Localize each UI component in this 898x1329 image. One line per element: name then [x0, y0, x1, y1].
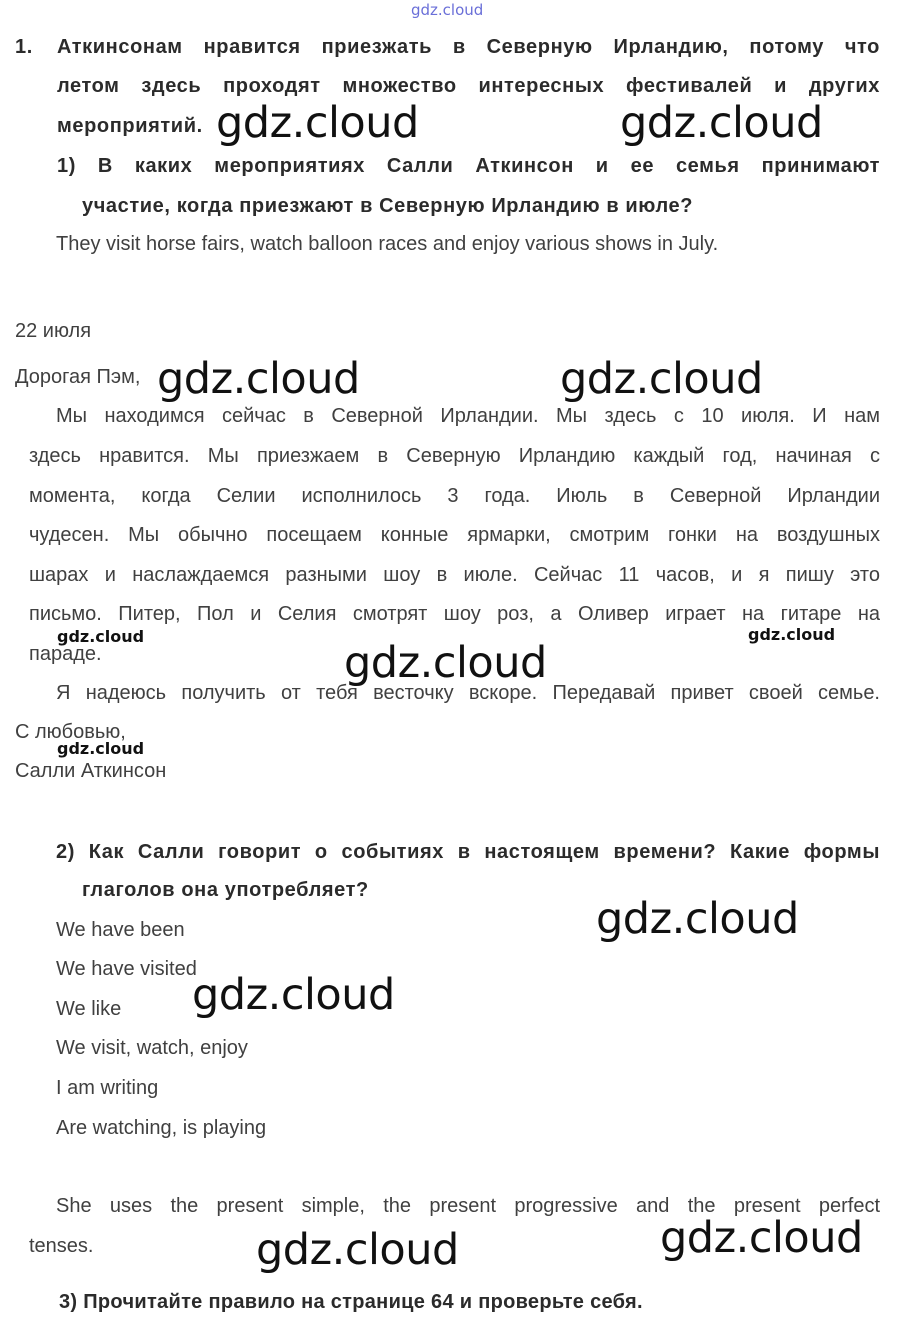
watermark-1: gdz.cloud [216, 98, 419, 148]
letter-p1-line-5: шарах и наслаждаемся разными шоу в июле. Сейчас 11 часов, и я пишу это [29, 564, 880, 586]
watermark-top: gdz.cloud [411, 1, 484, 19]
letter-greeting: Дорогая Пэм, [15, 366, 141, 388]
letter-closing: С любовью, [15, 721, 126, 743]
q1-line-1: 1) В каких мероприятиях Салли Аткинсон и ее семья принимают [57, 155, 880, 177]
q2-line-1: 2) Как Салли говорит о событиях в настоящем времени? Какие формы [56, 841, 880, 863]
watermark-2: gdz.cloud [620, 98, 823, 148]
task-number: 1. [15, 36, 33, 58]
task-line-2: летом здесь проходят множество интересных фестивалей и других [57, 75, 880, 97]
q1-line-2: участие, когда приезжают в Северную Ирландию в июле? [82, 195, 694, 217]
watermark-6: gdz.cloud [596, 894, 799, 944]
q2-answer-3: We like [56, 998, 122, 1020]
q2-answer-5: I am writing [56, 1077, 159, 1099]
q2-conclusion-line-1: She uses the present simple, the present progressive and the present perfect [56, 1195, 880, 1217]
q2-answer-1: We have been [56, 919, 185, 941]
letter-p2: Я надеюсь получить от тебя весточку вскоре. Передавай привет своей семье. [56, 682, 880, 704]
watermark-9: gdz.cloud [660, 1213, 863, 1263]
task-line-3: мероприятий. [57, 115, 203, 137]
letter-p1-line-1: Мы находимся сейчас в Северной Ирландии. Мы здесь с 10 июля. И нам [56, 405, 880, 427]
watermark-5: gdz.cloud [344, 638, 547, 688]
watermark-small-3: gdz.cloud [57, 739, 145, 758]
letter-p1-line-7: параде. [29, 643, 102, 665]
q3-text: 3) Прочитайте правило на странице 64 и проверьте себя. [59, 1291, 643, 1313]
letter-signature: Салли Аткинсон [15, 760, 167, 782]
q2-conclusion-line-2: tenses. [29, 1235, 94, 1257]
task-line-1: Аткинсонам нравится приезжать в Северную Ирландию, потому что [57, 36, 880, 58]
letter-p1-line-4: чудесен. Мы обычно посещаем конные ярмарки, смотрим гонки на воздушных [29, 524, 880, 546]
watermark-7: gdz.cloud [192, 970, 395, 1020]
watermark-3: gdz.cloud [157, 354, 360, 404]
watermark-8: gdz.cloud [256, 1225, 459, 1275]
letter-date: 22 июля [15, 320, 92, 342]
q2-answer-6: Are watching, is playing [56, 1117, 267, 1139]
q1-answer: They visit horse fairs, watch balloon races and enjoy various shows in July. [56, 233, 719, 255]
letter-p1-line-6: письмо. Питер, Пол и Селия смотрят шоу роз, а Оливер играет на гитаре на [29, 603, 880, 625]
letter-p1-line-2: здесь нравится. Мы приезжаем в Северную Ирландию каждый год, начиная с [29, 445, 880, 467]
q2-answer-4: We visit, watch, enjoy [56, 1037, 248, 1059]
q2-answer-2: We have visited [56, 958, 197, 980]
watermark-small-2: gdz.cloud [748, 625, 836, 644]
q2-line-2: глаголов она употребляет? [82, 879, 369, 901]
letter-p1-line-3: момента, когда Селии исполнилось 3 года. Июль в Северной Ирландии [29, 485, 880, 507]
watermark-small-1: gdz.cloud [57, 627, 145, 646]
watermark-4: gdz.cloud [560, 354, 763, 404]
